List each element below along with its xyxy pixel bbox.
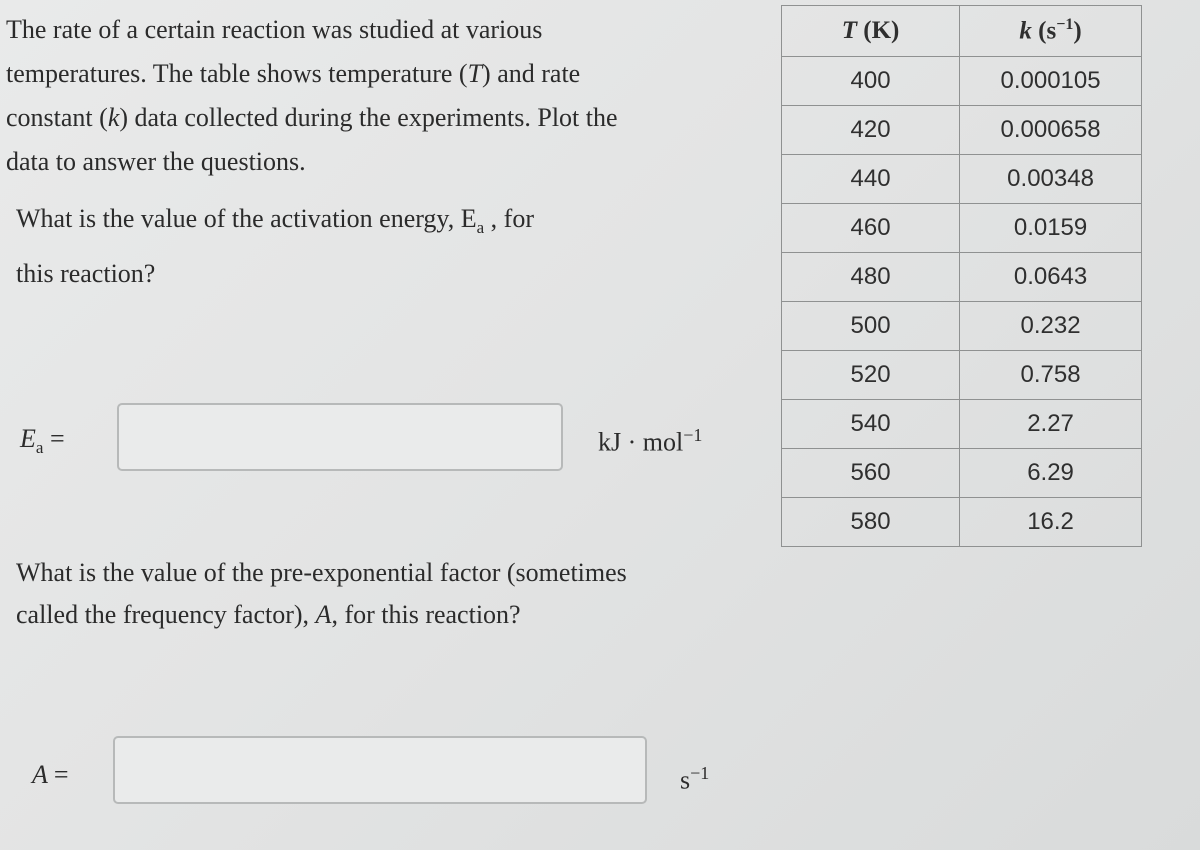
table-row bbox=[782, 498, 1142, 547]
table-row bbox=[782, 400, 1142, 449]
pre-exponential-factor-question bbox=[16, 552, 736, 636]
temperature-cell: 460 bbox=[782, 204, 960, 253]
a-question-line-2: called the frequency factor), A, for this reaction? bbox=[16, 600, 521, 629]
temperature-cell: 420 bbox=[782, 106, 960, 155]
header-temperature: T (K) bbox=[782, 6, 960, 57]
a-label: A = bbox=[32, 760, 69, 789]
pre-exponential-factor-input[interactable] bbox=[113, 736, 647, 804]
table-row bbox=[782, 57, 1142, 106]
temperature-cell: 560 bbox=[782, 449, 960, 498]
temperature-cell: 400 bbox=[782, 57, 960, 106]
table-row bbox=[782, 155, 1142, 204]
table-row bbox=[782, 351, 1142, 400]
rate-constant-cell: 0.0643 bbox=[960, 253, 1142, 302]
problem-line-4: data to answer the questions. bbox=[6, 147, 306, 176]
rate-constant-cell: 2.27 bbox=[960, 400, 1142, 449]
table-row bbox=[782, 204, 1142, 253]
ea-question-line-2: this reaction? bbox=[16, 259, 156, 289]
table-header-row bbox=[782, 6, 1142, 57]
rate-constant-cell: 0.758 bbox=[960, 351, 1142, 400]
temperature-cell: 480 bbox=[782, 253, 960, 302]
a-question-line-1: What is the value of the pre-exponential factor (sometimes bbox=[16, 558, 627, 587]
temperature-cell: 440 bbox=[782, 155, 960, 204]
rate-constant-cell: 0.000658 bbox=[960, 106, 1142, 155]
temperature-cell: 540 bbox=[782, 400, 960, 449]
temperature-cell: 520 bbox=[782, 351, 960, 400]
rate-constant-cell: 16.2 bbox=[960, 498, 1142, 547]
ea-label: $E_a$ = bbox=[20, 424, 65, 458]
rate-constant-cell: 0.00348 bbox=[960, 155, 1142, 204]
rate-constant-data-table bbox=[781, 5, 1142, 547]
activation-energy-question bbox=[16, 196, 636, 297]
problem-line-2: temperatures. The table shows temperature (T) and rate bbox=[6, 59, 581, 88]
table-row bbox=[782, 253, 1142, 302]
header-rate-constant: k $(s^{-1})$ bbox=[960, 6, 1142, 57]
rate-constant-cell: 0.0159 bbox=[960, 204, 1142, 253]
ea-unit: kJ · mol$^{-1}$ bbox=[598, 425, 703, 457]
table-row bbox=[782, 106, 1142, 155]
problem-line-1: The rate of a certain reaction was studied at various bbox=[6, 15, 543, 44]
rate-constant-cell: 6.29 bbox=[960, 449, 1142, 498]
activation-energy-input[interactable] bbox=[117, 403, 563, 471]
temperature-cell: 580 bbox=[782, 498, 960, 547]
a-unit: $s^{-1}$ bbox=[680, 763, 710, 795]
rate-constant-cell: 0.000105 bbox=[960, 57, 1142, 106]
problem-statement bbox=[6, 8, 706, 184]
rate-constant-cell: 0.232 bbox=[960, 302, 1142, 351]
table-row bbox=[782, 449, 1142, 498]
table-row bbox=[782, 302, 1142, 351]
problem-line-3: constant (k) data collected during the experiments. Plot the bbox=[6, 103, 618, 132]
ea-question-line-1: What is the value of the activation energy, $E_a$ , for bbox=[16, 204, 534, 238]
temperature-cell: 500 bbox=[782, 302, 960, 351]
